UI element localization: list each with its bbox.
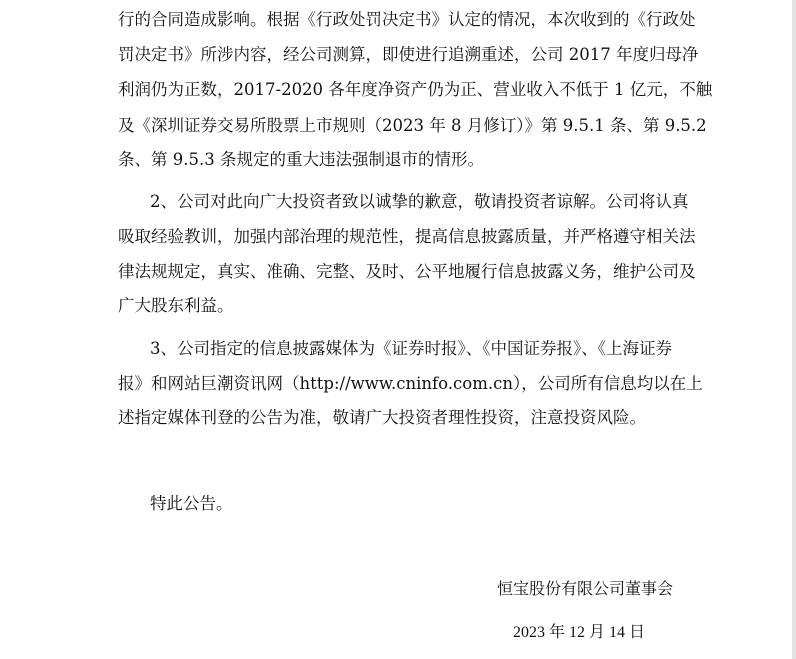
signature-board-of-directors: 恒宝股份有限公司董事会 (497, 579, 674, 598)
paragraph-1-line-2: 罚决定书》所涉内容，经公司测算，即使进行追溯重述，公司 2017 年度归母净 (118, 45, 699, 64)
paragraph-2-line-1: 2、公司对此向广大投资者致以诚挚的歉意，敬请投资者谅解。公司将认真 (150, 192, 689, 211)
paragraph-1-line-5: 条、第 9.5.3 条规定的重大违法强制退市的情形。 (118, 150, 484, 169)
paragraph-3-line-1: 3、公司指定的信息披露媒体为《证券时报》、《中国证券报》、《上海证券 (150, 339, 672, 358)
paragraph-3-line-2: 报》和网站巨潮资讯网（http://www.cninfo.com.cn），公司所有信息均以在上 (118, 374, 703, 393)
paragraph-2-line-2: 吸取经验教训，加强内部治理的规范性，提高信息披露质量，并严格遵守相关法 (118, 227, 696, 246)
paragraph-1-line-1: 行的合同造成影响。根据《行政处罚决定书》认定的情况，本次收到的《行政处 (118, 10, 696, 29)
paragraph-2-line-3: 律法规规定，真实、准确、完整、及时、公平地履行信息披露义务，维护公司及 (118, 262, 696, 281)
paragraph-3-line-3: 述指定媒体刊登的公告为准，敬请广大投资者理性投资，注意投资风险。 (118, 408, 646, 427)
announcement-date: 2023 年 12 月 14 日 (513, 624, 646, 641)
paragraph-1-line-4: 及《深圳证券交易所股票上市规则（2023 年 8 月修订）》第 9.5.1 条、第 9.5.2 (118, 116, 707, 135)
vertical-scrollbar[interactable] (792, 0, 796, 659)
closing-statement: 特此公告。 (150, 494, 233, 513)
paragraph-2-line-4: 广大股东利益。 (118, 296, 234, 315)
paragraph-1-line-3: 利润仍为正数，2017-2020 各年度净资产仍为正、营业收入不低于 1 亿元，不触 (118, 80, 713, 99)
